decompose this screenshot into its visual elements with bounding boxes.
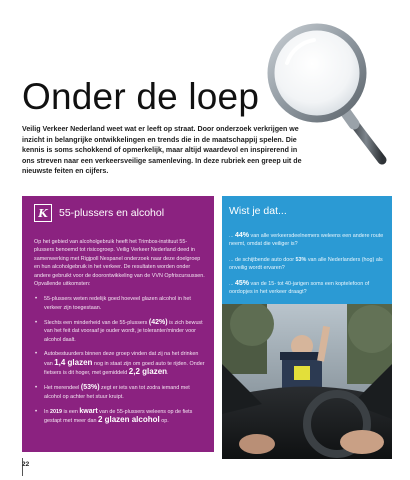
bullet-text: is zich bewust van het feit dat vooraaf je ouder wordt, je toleranter/minder voor alcohol daalt. [44,319,203,343]
police-alcohol-check-photo [222,304,392,459]
fact-value: 44% [235,232,250,239]
bullet-text: op. [159,417,169,424]
bullet-highlight: 2019 [50,408,62,415]
findings-list [34,295,206,425]
purple-box-intro: Op het gebied van alcoholgebruik heeft het Trimbos-instituut 55-plussers benoemd tot risicogroep. Veilig Verkeer Nederland deed in samenwerking met Rigjpoll Nespanel onderzoek naar deze doelgroep en hun alcoholgebruik in het verkeer. De resultaten worden onder andere gebruikt voor de doorontwikkeling van de VVN Opfriscursussen. Opvallende uitkomsten: [34,239,205,288]
list-item [34,350,206,377]
bullet-text: In [44,408,50,415]
vvn-logo-icon: K [34,204,52,222]
purple-info-box [22,196,214,452]
bullet-text: Autobestuurders binnen deze groep vinden dat zij na het drinken van [44,351,199,367]
bullet-text: Het merendeel [44,385,81,392]
bullet-highlight: 2 glazen alcohol [97,414,160,424]
fact-item [229,280,387,296]
purple-box-body [34,238,206,432]
list-item [34,384,206,401]
bullet-highlight: 2,2 glazen [128,367,168,377]
bullet-highlight: 1,4 glazen [54,357,93,367]
fact-text: van alle Nederlanders (hog) als onveilig wordt ervaren? [229,257,383,271]
did-you-know-title: Wist je dat... [229,205,287,217]
bullet-highlight: (42%) [148,318,168,326]
purple-box-header [34,204,164,222]
fact-lead: ... [229,233,235,239]
fact-lead: ... [229,281,235,287]
bullet-text: . [167,370,169,377]
fact-lead: ... de schijtbende auto door [229,257,296,263]
fact-text: van de 15- tot 40-jarigen soms een koptelefoon of oordopjes in het verkeer draagt? [229,281,370,295]
bullet-text: van de 55-plussers weleens op de fiets gestapt met meer dan [44,408,193,424]
bullet-text: nog in staat zijn om goed auto te rijden. Onder fietsers is dit hoger, met gemiddeld [44,360,205,377]
list-item [34,408,206,426]
fact-item [229,256,387,272]
bullet-text: 55-plussers weten redelijk goed hoeveel glazen alcohol in het verkeer zijn toegestaan. [44,296,191,311]
list-item [34,319,206,344]
fact-value: 45% [235,280,250,287]
intro-text: Veilig Verkeer Nederland weet wat er leeft op straat. Door onderzoek verkrijgen we inzicht in belangrijke ontwikkelingen en trends die in de maatschappij spelen. Die kennis is soms schokkend of opmerkelijk, maar altijd waardevol en inspirerend in ons streven naar een verkeersveilige samenleving. In deze rubriek een greep uit de nieuwste feiten en cijfers. [22,125,302,176]
did-you-know-body [229,232,387,304]
list-item [34,295,206,312]
bullet-text: zegt er iets van tot zodra iemand met alcohol op achter het stuur kruipt. [44,385,190,400]
fact-value: 53% [295,257,307,263]
bullet-text: is een [62,408,80,415]
bullet-highlight: kwart [79,407,98,415]
did-you-know-box [222,196,392,304]
bullet-text: Slechts een minderheid van de 55-plussers [44,319,149,326]
page-number: 22 [22,461,30,468]
bullet-highlight: (53%) [80,384,100,392]
fact-text: van alle verkeersdeelnemers weleens een andere route neemt, omdat die veiliger is? [229,233,384,247]
purple-box-title: 55-plussers en alcohol [59,207,165,219]
fact-item [229,232,387,248]
page-title: Onder de loep [22,76,260,117]
